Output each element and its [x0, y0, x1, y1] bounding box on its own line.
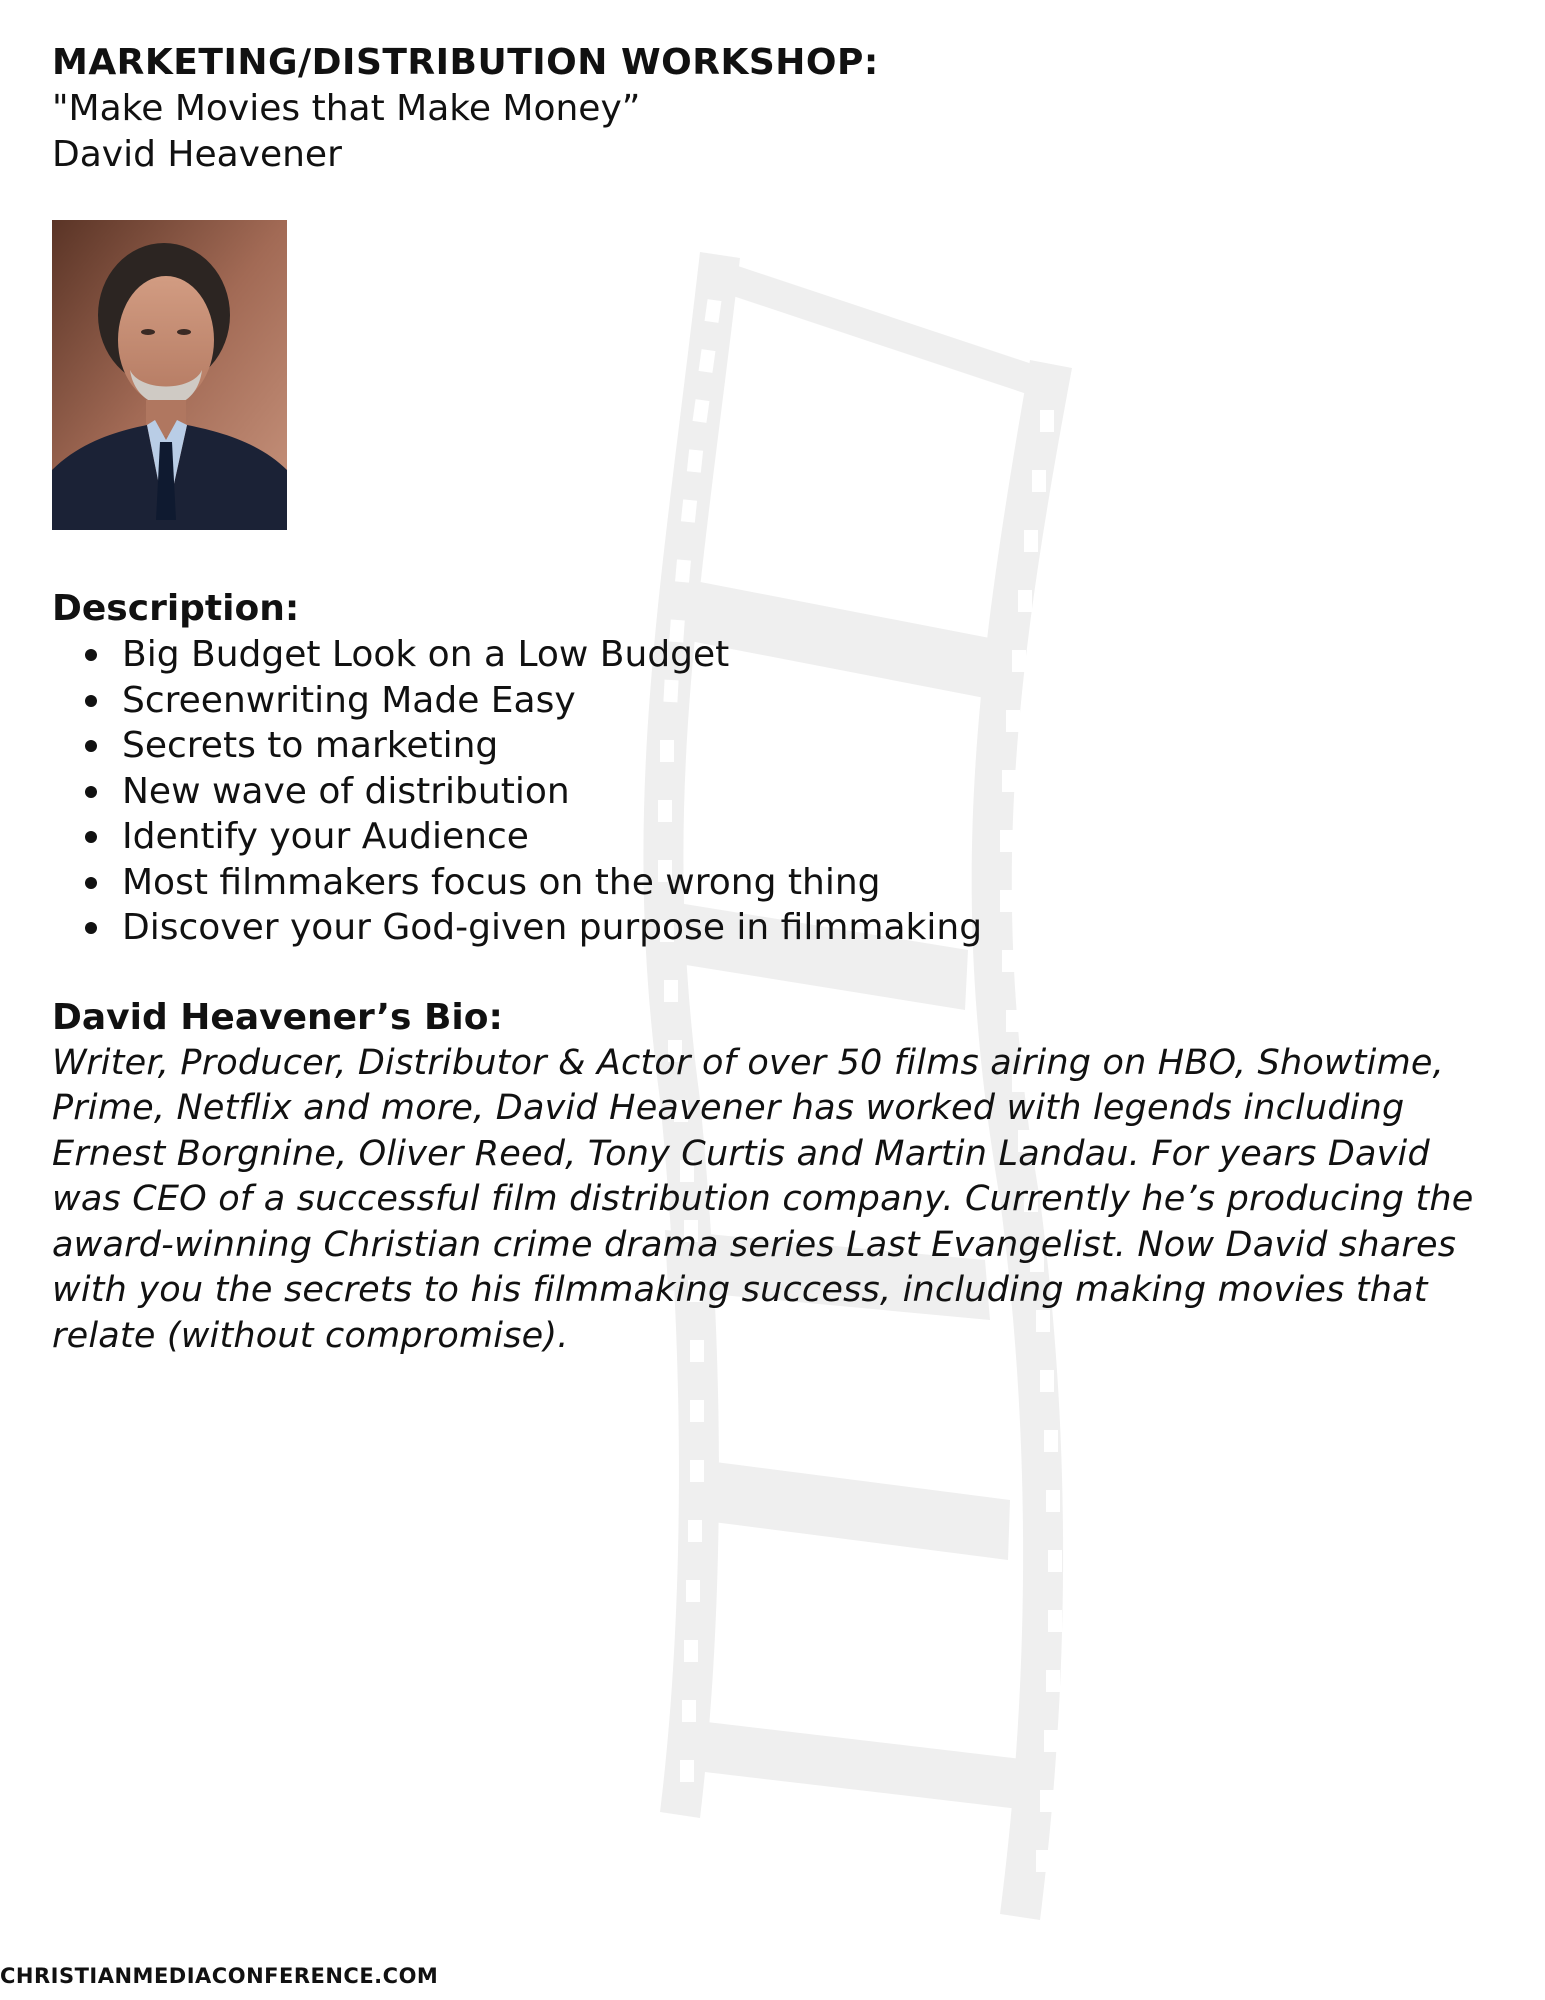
- bullet-icon: [85, 877, 97, 889]
- list-item: Most filmmakers focus on the wrong thing: [122, 860, 1492, 906]
- bio-paragraph: Writer, Producer, Distributor & Actor of over 50 films airing on HBO, Showtime, Prime, Netflix and more, David Heavener has worked with legends including Ernest Borgnine, Oliver Reed, Tony Curtis and Martin Landau. For years David was CEO of a successful film distribution company. Currently he’s producing the award-winning Christian crime drama series Last Evangelist. Now David shares with you the secrets to his filmmaking success, including making movies that relate (without compromise).: [52, 1042, 1474, 1356]
- presenter-portrait: [52, 220, 287, 530]
- bullet-icon: [85, 922, 97, 934]
- list-item: Big Budget Look on a Low Budget: [122, 632, 1492, 678]
- presenter-name: David Heavener: [52, 134, 342, 175]
- list-item: New wave of distribution: [122, 769, 1492, 815]
- bio-heading: David Heavener’s Bio:: [52, 996, 503, 1038]
- bullet-icon: [85, 695, 97, 707]
- list-item: Identify your Audience: [122, 814, 1492, 860]
- flyer-content: [52, 40, 1492, 1359]
- bullet-icon: [85, 786, 97, 798]
- bullet-icon: [85, 740, 97, 752]
- list-item: Discover your God-given purpose in filmmaking: [122, 905, 1492, 951]
- topic-list: [52, 632, 1492, 951]
- website-footer: CHRISTIANMEDIACONFERENCE.COM: [0, 1964, 439, 1988]
- list-item: Screenwriting Made Easy: [122, 678, 1492, 724]
- bullet-icon: [85, 649, 97, 661]
- bullet-icon: [85, 831, 97, 843]
- list-item: Secrets to marketing: [122, 723, 1492, 769]
- workshop-title: MARKETING/DISTRIBUTION WORKSHOP:: [52, 42, 879, 83]
- workshop-subtitle: "Make Movies that Make Money”: [52, 88, 641, 129]
- description-heading: Description:: [52, 588, 300, 629]
